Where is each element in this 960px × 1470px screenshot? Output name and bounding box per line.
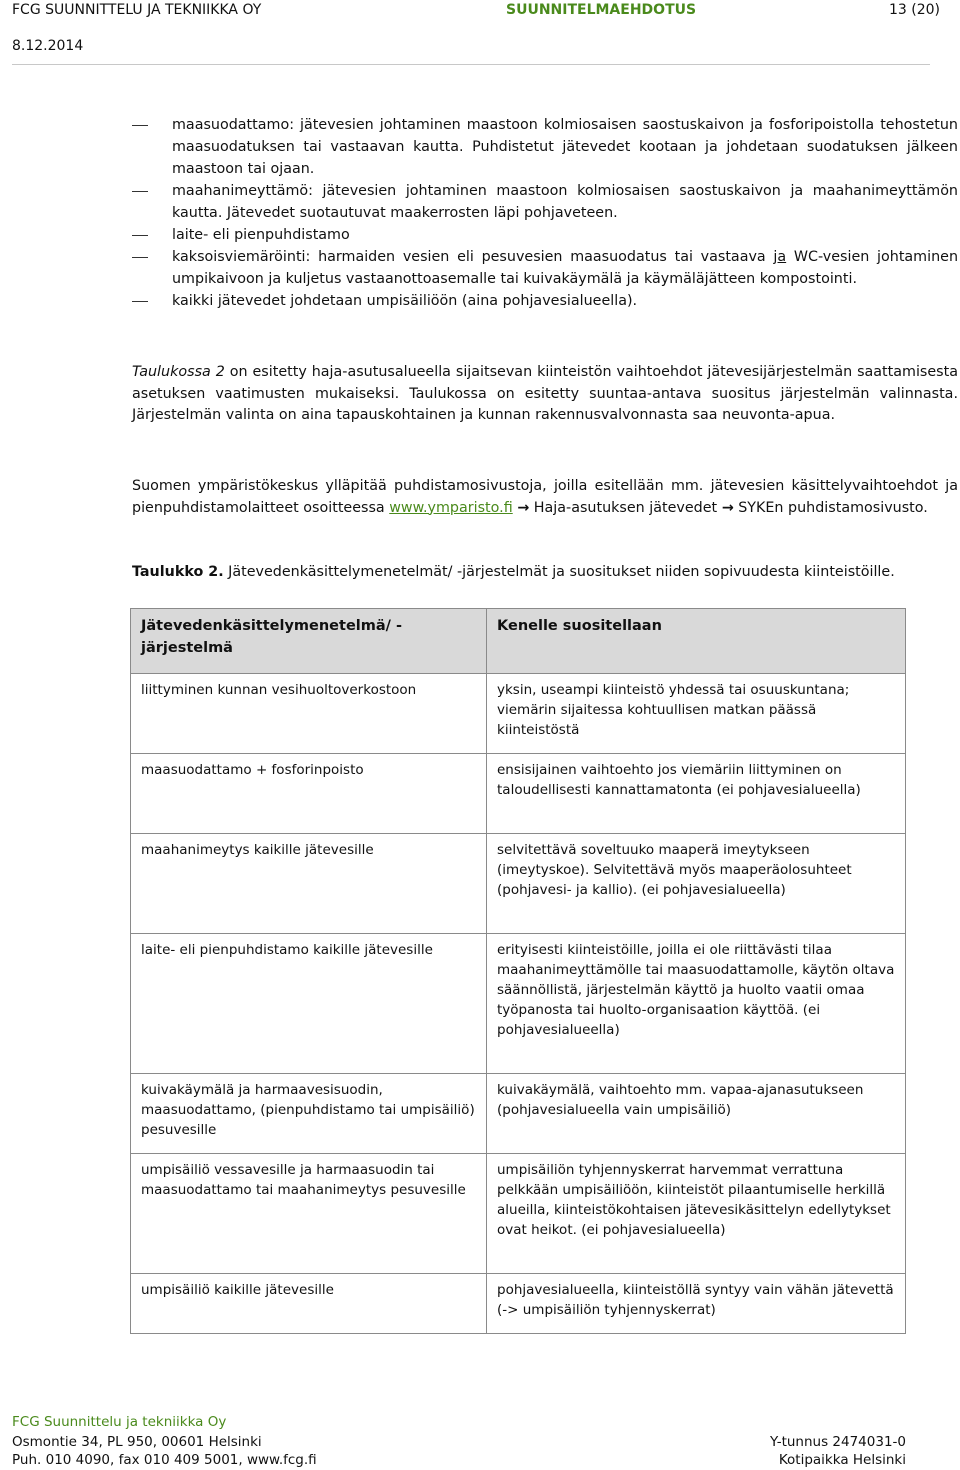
footer-contact-line	[12, 1450, 942, 1470]
method-cell: maasuodattamo + fosforinpoisto	[131, 754, 487, 834]
table-header-row	[131, 609, 906, 674]
arrow-right-icon: →	[517, 499, 530, 516]
table-row	[131, 1274, 906, 1334]
dash-bullet-icon	[132, 235, 148, 236]
intro-paragraph: Taulukossa 2 on esitetty haja-asutusalueella sijaitsevan kiinteistön vaihtoehdot jätevesijärjestelmän saattamisesta asetuksen vaatimusten mukaiseksi. Taulukossa on esitetty suuntaa-antava suositus järjestelmän valinnasta. Järjestelmän valinta on aina tapauskohtainen ja kunnan rakennusvalvonnasta saa neuvonta-apua.	[132, 364, 958, 423]
list-item: kaikki jätevedet johdetaan umpisäiliöön (aina pohjavesialueella).	[132, 290, 958, 312]
header-date: 8.12.2014	[12, 38, 84, 54]
column-header-recommended-for: Kenelle suositellaan	[487, 609, 906, 674]
header-page-number: 13 (20)	[888, 2, 940, 18]
column-header-method: Jätevedenkäsittelymenetelmä/ -järjestelmä	[131, 609, 487, 674]
footer-phone: Puh. 010 4090, fax 010 409 5001, www.fcg.fi	[12, 1452, 317, 1468]
header-company: FCG SUUNNITTELU JA TEKNIIKKA OY	[12, 2, 262, 18]
table-reference: Taulukossa 2	[132, 364, 225, 380]
table-row	[131, 1074, 906, 1154]
method-cell: laite- eli pienpuhdistamo kaikille jätevesille	[131, 934, 487, 1074]
method-cell: liittyminen kunnan vesihuoltoverkostoon	[131, 674, 487, 754]
footer-domicile: Kotipaikka Helsinki	[778, 1452, 906, 1468]
method-cell: umpisäiliö vessavesille ja harmaasuodin tai maasuodattamo tai maahanimeytys pesuvesille	[131, 1154, 487, 1274]
treatment-options-list	[132, 114, 958, 312]
table-caption: Taulukko 2. Jätevedenkäsittelymenetelmät/ -järjestelmät ja suositukset niiden sopivuudesta kiinteistöille.	[132, 564, 895, 580]
list-item: kaksoisviemäröinti: harmaiden vesien eli pesuvesien maasuodatus tai vastaava ja WC-vesien johtaminen umpikaivoon ja kuljetus vastaanottoasemalle tai kuivakäymälä ja käymäläjätteen kompostointi.	[132, 246, 958, 290]
list-item: laite- eli pienpuhdistamo	[132, 224, 958, 246]
arrow-right-icon: →	[721, 499, 734, 516]
recommendation-table	[130, 608, 906, 1334]
table-row	[131, 674, 906, 754]
recommendation-cell: umpisäiliön tyhjennyskerrat harvemmat verrattuna pelkkään umpisäiliöön, kiinteistöt pilaantumiselle herkillä alueilla, kiinteistökohtaisen jätevesikäsittelyn edellytykset ovat heikot. (ei pohjavesialueella)	[487, 1154, 906, 1274]
dash-bullet-icon	[132, 257, 148, 258]
page-header	[12, 0, 942, 60]
method-cell: kuivakäymälä ja harmaavesisuodin, maasuodattamo, (pienpuhdistamo tai umpisäiliö) pesuvesille	[131, 1074, 487, 1154]
method-cell: maahanimeytys kaikille jätevesille	[131, 834, 487, 934]
list-item: maahanimeyttämö: jätevesien johtaminen maastoon kolmiosaisen saostuskaivon ja maahanimeyttämön kautta. Jätevedet suotautuvat maakerrosten läpi pohjaveteen.	[132, 180, 958, 224]
dash-bullet-icon	[132, 191, 148, 192]
dash-bullet-icon	[132, 301, 148, 302]
recommendation-cell: selvitettävä soveltuuko maaperä imeytykseen (imeytyskoe). Selvitettävä myös maaperäolosuhteet (pohjavesi- ja kallio). (ei pohjavesialueella)	[487, 834, 906, 934]
ymparisto-link[interactable]: www.ymparisto.fi	[389, 499, 513, 516]
recommendation-cell: pohjavesialueella, kiinteistöllä syntyy vain vähän jätevettä (-> umpisäiliön tyhjennyskerrat)	[487, 1274, 906, 1334]
dash-bullet-icon	[132, 125, 148, 126]
table-row	[131, 1154, 906, 1274]
caption-label: Taulukko 2.	[132, 564, 224, 580]
footer-company: FCG Suunnittelu ja tekniikka Oy	[12, 1414, 227, 1430]
recommendation-cell: yksin, useampi kiinteistö yhdessä tai osuuskuntana; viemärin sijaitessa kohtuullisen matkan päässä kiinteistöstä	[487, 674, 906, 754]
footer-address: Osmontie 34, PL 950, 00601 Helsinki	[12, 1434, 262, 1450]
table-row	[131, 754, 906, 834]
header-doc-type: SUUNNITELMAEHDOTUS	[506, 2, 697, 18]
recommendation-cell: kuivakäymälä, vaihtoehto mm. vapaa-ajanasutukseen (pohjavesialueella vain umpisäiliö)	[487, 1074, 906, 1154]
header-divider	[12, 64, 930, 65]
syke-paragraph: Suomen ympäristökeskus ylläpitää puhdistamosivustoja, joilla esitellään mm. jätevesien käsittelyvaihtoehdot ja pienpuhdistamolaitteet osoitteessa www.ymparisto.fi → Haja-asutuksen jätevedet → SYKEn puhdistamosivusto.	[132, 478, 958, 516]
footer-business-id: Y-tunnus 2474031-0	[770, 1434, 906, 1450]
recommendation-cell: ensisijainen vaihtoehto jos viemäriin liittyminen on taloudellisesti kannattamatonta (ei pohjavesialueella)	[487, 754, 906, 834]
list-item: maasuodattamo: jätevesien johtaminen maastoon kolmiosaisen saostuskaivon ja fosforipoistolla tehostetun maasuodatuksen tai vastaavan kautta. Puhdistetut jätevedet kootaan ja johdetaan suodatuksen jälkeen maastoon tai ojaan.	[132, 114, 958, 180]
recommendation-cell: erityisesti kiinteistöille, joilla ei ole riittävästi tilaa maahanimeyttämölle tai maasuodattamolle, käytön oltava säännöllistä, järjestelmän käyttö ja huolto vaatii omaa työpanosta tai huolto-organisaation käyttöä. (ei pohjavesialueella)	[487, 934, 906, 1074]
table-row	[131, 934, 906, 1074]
method-cell: umpisäiliö kaikille jätevesille	[131, 1274, 487, 1334]
footer-address-line	[12, 1432, 942, 1452]
table-row	[131, 834, 906, 934]
